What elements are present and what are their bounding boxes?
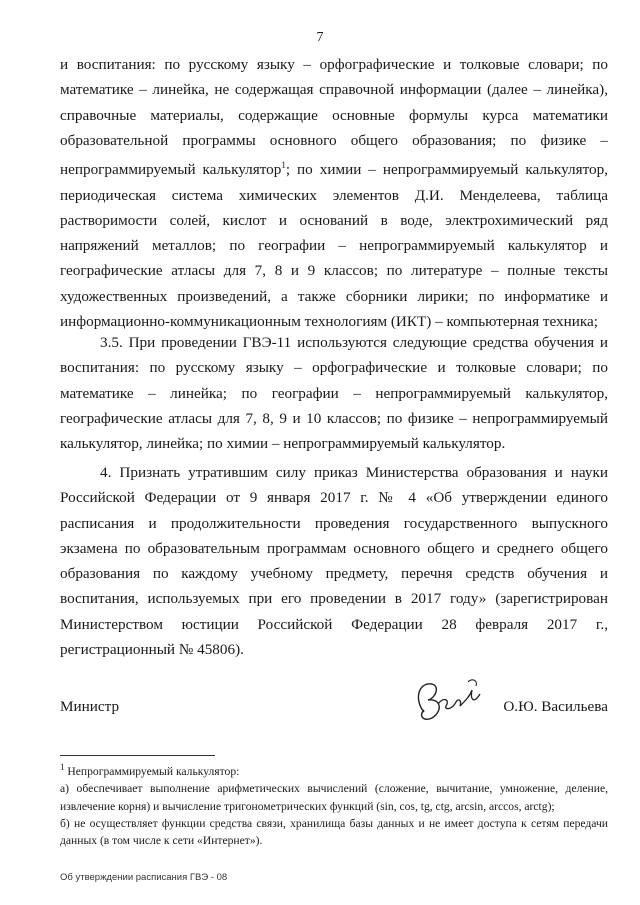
footnotes [60, 759, 608, 850]
paragraph-4-text: 4. Признать утратившим силу приказ Министерства образования и науки Российской Федерации от 9 января 2017 г. № 4 «Об утверждении единого расписания и продолжительности проведения государственного выпускного экзамена по образовательным программам основного общего и среднего общего образования по каждому учебному предмету, перечня средств обучения и воспитания, используемых при его проведении в 2017 году» (зарегистрирован Министерством юстиции Российской Федерации 28 февраля 2017 г., регистрационный № 45806). [60, 464, 608, 659]
signature-block [60, 694, 608, 724]
paragraph-3-5 [60, 330, 608, 456]
paragraph-3-5-text: 3.5. При проведении ГВЭ-11 используются следующие средства обучения и воспитания: по русскому языку – орфографические и толковые словари; по математике – линейка; по географии – непрограммируемый калькулятор, географические атласы для 7, 8, 9 и 10 классов; по физике – непрограммируемый калькулятор, линейка; по химии – непрограммируемый калькулятор. [60, 334, 608, 453]
footnote-reference: 1 [281, 160, 286, 171]
page-number: 7 [316, 30, 324, 45]
footer-code: Об утверждении расписания ГВЭ - 08 [60, 872, 228, 883]
footnote-item-b: б) не осуществляет функции средства связи, хранилища базы данных и не имеет доступа к сетям передачи данных (в том числе к сети «Интернет»). [60, 817, 608, 848]
footnote-item-a: а) обеспечивает выполнение арифметических вычислений (сложение, вычитание, умножение, деление, извлечение корня) и вычисление тригонометрических функций (sin, cos, tg, ctg, arcsin, arccos, arctg); [60, 782, 608, 813]
paragraph-continued-text: и воспитания: по русскому языку – орфографические и толковые словари; по математике – линейка, не содержащая справочной информации (далее – линейка), справочные материалы, содержащие основные формулы курса математики образовательной программы основного общего образования; по физике – непрограммируемый калькулятор [60, 56, 608, 179]
paragraph-4 [60, 460, 608, 662]
signatory-name: О.Ю. Васильева [503, 698, 608, 715]
paragraph-continued [60, 52, 608, 334]
footnote-divider [60, 755, 215, 756]
footnote-marker: 1 [60, 762, 65, 772]
signatory-title: Министр [60, 698, 120, 715]
paragraph-continued-tail: ; по химии – непрограммируемый калькулятор, периодическая система химических элементов Д.И. Менделеева, таблица растворимости солей, кислот и оснований в воде, электрохимический ряд напряжений металлов; по географии – непрограммируемый калькулятор и географические атласы для 7, 8 и 9 классов; по литературе – полные тексты художественных произведений, а также сборники лирики; по информатике и информационно-коммуникационным технологиям (ИКТ) – компьютерная техника; [60, 161, 609, 331]
footnote-heading: Непрограммируемый калькулятор: [64, 764, 240, 778]
